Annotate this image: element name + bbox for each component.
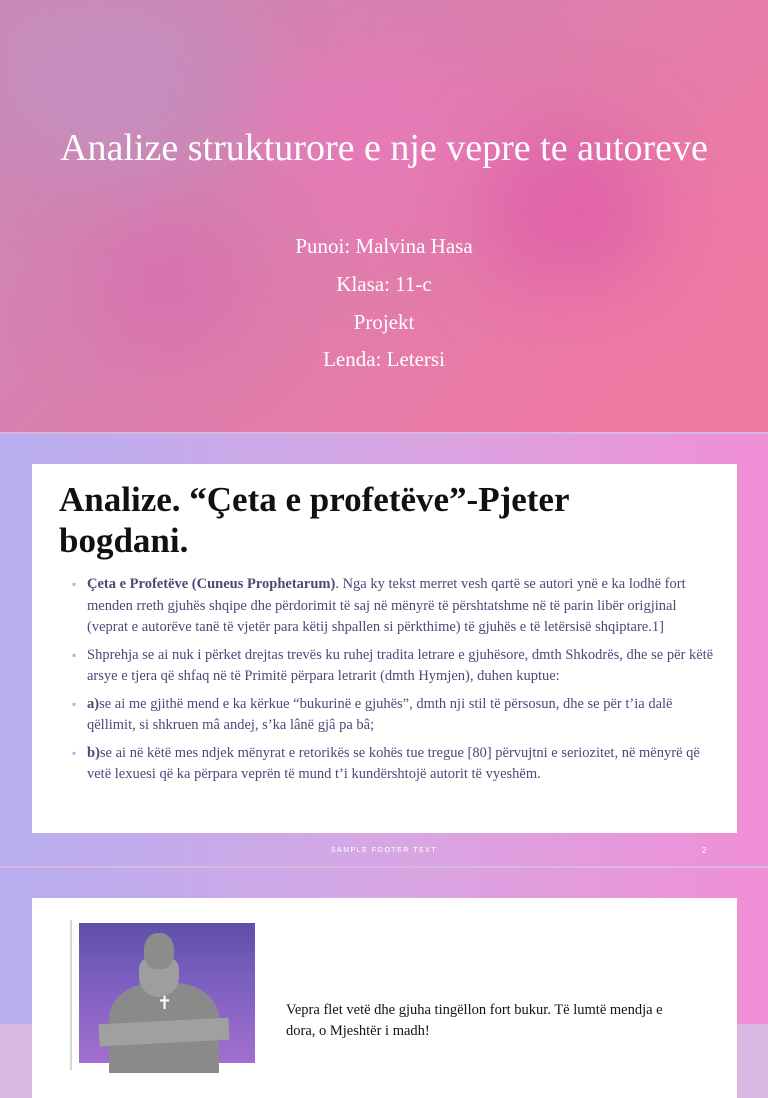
bullet-bold: b) [87, 744, 100, 761]
content-panel [32, 464, 737, 833]
bullet-icon: ▪ [72, 647, 77, 662]
slide-title: Analize strukturore e nje vepre te autoreve [60, 127, 708, 169]
bullet-text: se ai me gjithë mend e ka kërkue “bukurinë e gjuhës”, dmth nji stil të përsosun, dhe se për t’ia dalë qëllimit, si shkruen mâ andej, s’ka lânë gjâ pa bâ; [87, 695, 673, 733]
photo-divider [70, 920, 72, 1070]
statue-photo [79, 923, 255, 1063]
bullet-text: se ai në këtë mes ndjek mënyrat e retorikës se kohës tue tregue [80] përvujtni e seriozitet, në mënyrë që vetë lexuesi që ka përpara veprën të mund t’i kundërshtojë autorit të vyeshëm. [87, 744, 700, 782]
cross-icon: ✝ [157, 993, 173, 1014]
project-line: Projekt [353, 310, 415, 334]
author-line: Punoi: Malvina Hasa [295, 234, 473, 258]
image-slide [0, 868, 768, 1039]
content-slide [0, 434, 768, 866]
bullet-icon: ▪ [72, 577, 77, 591]
slide-text: Vepra flet vetë dhe gjuha tingëllon fort bukur. Të lumtë mendja e dora, o Mjeshtër i madh! [286, 1002, 663, 1039]
class-line: Klasa: 11-c [336, 272, 432, 296]
title-slide [0, 0, 768, 432]
bullet-text: Shprehja se ai nuk i përket drejtas trevës ku ruhej tradita letrare e gjuhësore, dmth Shkodrës, dhe se për këtë arsye e tjera që shfaq në të Primitë përpara letrarit (dmth Hymjen), duhen kuptue: [87, 646, 714, 684]
bullet-list [72, 574, 717, 792]
slide-heading: Analize. “Çeta e profetëve”-Pjeter bogdani. [59, 480, 569, 560]
page-number: 2 [702, 846, 707, 855]
bullet-item [72, 645, 717, 688]
bullet-item [72, 743, 717, 786]
subject-line: Lenda: Letersi [323, 347, 445, 371]
bullet-bold: Çeta e Profetëve (Cuneus Prophetarum) [87, 576, 336, 592]
bullet-item [72, 574, 717, 639]
bullet-item [72, 694, 717, 737]
bullet-icon: ▪ [72, 745, 77, 760]
bullet-icon: ▪ [72, 696, 77, 711]
bullet-text: . Nga ky tekst merret vesh qartë se autori ynë e ka lodhë fort menden rreth gjuhës shqipe dhe përdorimit të saj në mënyrë të përshtatshme në të parin libër origjinal (veprat e autorëve tanë të vjetër para këtij shpallen si përkthime) të gjuhës e të letërsisë shqiptare.1] [87, 576, 686, 635]
slide-footer: SAMPLE FOOTER TEXT [330, 847, 438, 854]
content-panel [32, 898, 737, 1098]
statue-head [144, 933, 174, 969]
bullet-bold: a) [87, 695, 100, 712]
